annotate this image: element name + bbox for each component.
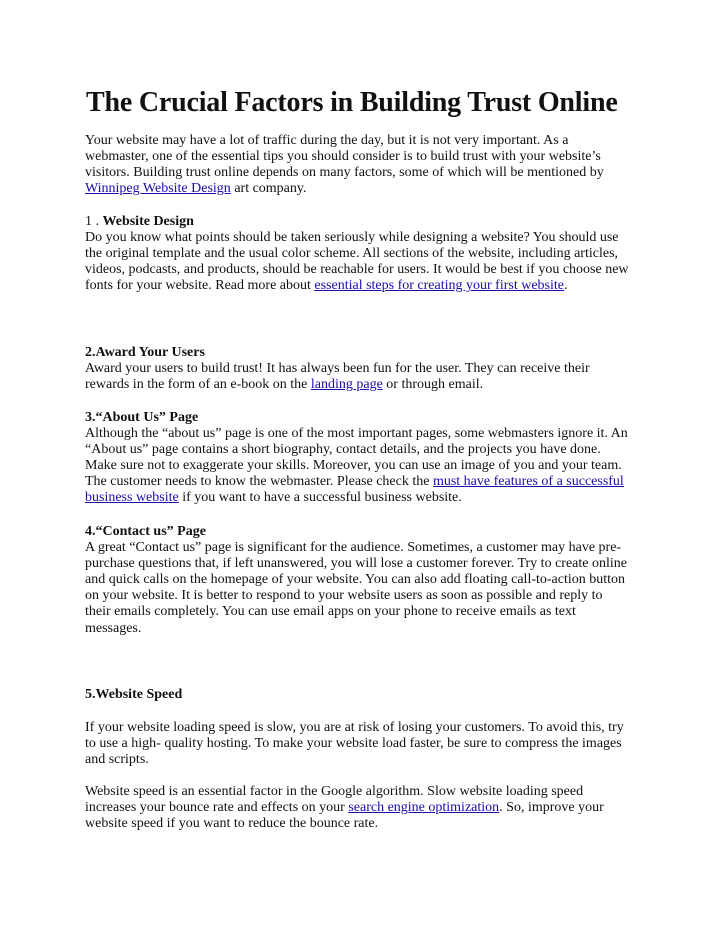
section-text: if you want to have a successful business website.: [178, 490, 462, 506]
section-text: The customer needs to know the webmaster. Please check the: [85, 474, 433, 490]
section-award-users: [85, 345, 645, 393]
intro-text: art company.: [230, 181, 307, 197]
section-line: [85, 377, 645, 393]
section-line: to use a high- quality hosting. To make your website load faster, be sure to compress the images: [85, 736, 622, 752]
section-text: .: [563, 278, 568, 294]
section-text: fonts for your website. Read more about: [85, 278, 315, 294]
intro-paragraph: [85, 133, 645, 197]
section-line: A great “Contact us” page is significant for the audience. Sometimes, a customer may have pre-: [85, 540, 622, 556]
section-website-speed: [85, 687, 645, 703]
business-website-features-link[interactable]: must have features of a successful: [432, 474, 624, 490]
section-line: [85, 278, 645, 294]
section-title: 2.Award Your Users: [85, 345, 205, 360]
essential-steps-link[interactable]: essential steps for creating your first website: [314, 278, 564, 294]
page-title: The Crucial Factors in Building Trust Online: [86, 87, 618, 118]
section-line: Website speed is an essential factor in the Google algorithm. Slow website loading speed: [85, 784, 584, 799]
section-line: [85, 800, 645, 816]
section-line: [85, 490, 645, 506]
winnipeg-website-design-link[interactable]: Winnipeg Website Design: [85, 181, 231, 197]
intro-line: Your website may have a lot of traffic during the day, but it is not very important. As a: [85, 133, 569, 148]
section-title: 3.“About Us” Page: [85, 410, 199, 425]
section-line: “About us” page contains a short biography, contact details, and the projects you have done.: [85, 442, 601, 458]
intro-line: webmaster, one of the essential tips you should consider is to build trust with your website’s: [85, 149, 601, 165]
section-line: and scripts.: [85, 752, 149, 768]
section-line: Although the “about us” page is one of the most important pages, some webmasters ignore it. An: [85, 426, 628, 442]
section-text: or through email.: [382, 377, 484, 393]
section-line: messages.: [85, 620, 142, 636]
seo-link[interactable]: search engine optimization: [348, 800, 500, 816]
website-speed-paragraph: [85, 720, 645, 768]
section-line: Make sure not to exaggerate your skills. Moreover, you can use an image of you and your team.: [85, 458, 622, 474]
section-line: and quick calls on the homepage of your website. You can also add floating call-to-action button: [85, 572, 626, 588]
section-line: videos, podcasts, and products, should be reachable for users. It would be best if you choose new: [85, 262, 629, 278]
section-line: If your website loading speed is slow, you are at risk of losing your customers. To avoid this, try: [85, 720, 624, 735]
section-title: Website Design: [102, 214, 194, 229]
section-text: increases your bounce rate and effects on your: [85, 800, 349, 816]
intro-line: [85, 181, 645, 197]
google-algorithm-paragraph: [85, 784, 645, 832]
section-line: Do you know what points should be taken seriously while designing a website? You should use: [85, 230, 619, 246]
section-about-us: [85, 410, 645, 507]
section-title: 4.“Contact us” Page: [85, 524, 206, 539]
landing-page-link[interactable]: landing page: [310, 377, 383, 393]
section-line: the original template and the usual color scheme. All sections of the website, including articles,: [85, 246, 619, 262]
section-line: on your website. It is better to respond to your website users as soon as possible and reply to: [85, 588, 603, 604]
intro-line: visitors. Building trust online depends on many factors, some of which will be mentioned by: [85, 165, 604, 181]
section-text: . So, improve your: [499, 800, 604, 816]
section-line: [85, 474, 645, 490]
section-line: their emails completely. You can use email apps on your phone to receive emails as text: [85, 604, 576, 620]
section-contact-us: [85, 524, 645, 637]
section-heading: [85, 214, 645, 230]
section-text: rewards in the form of an e-book on the: [85, 377, 311, 393]
section-line: website speed if you want to reduce the bounce rate.: [85, 816, 379, 832]
section-title: 5.Website Speed: [85, 687, 183, 702]
section-line: Award your users to build trust! It has always been fun for the user. They can receive their: [85, 361, 590, 377]
section-website-design: [85, 214, 645, 294]
section-number: 1 .: [85, 214, 103, 229]
business-website-features-link[interactable]: business website: [85, 490, 179, 506]
section-line: purchase questions that, if left unanswered, you will lose a customer forever. Try to create online: [85, 556, 627, 572]
